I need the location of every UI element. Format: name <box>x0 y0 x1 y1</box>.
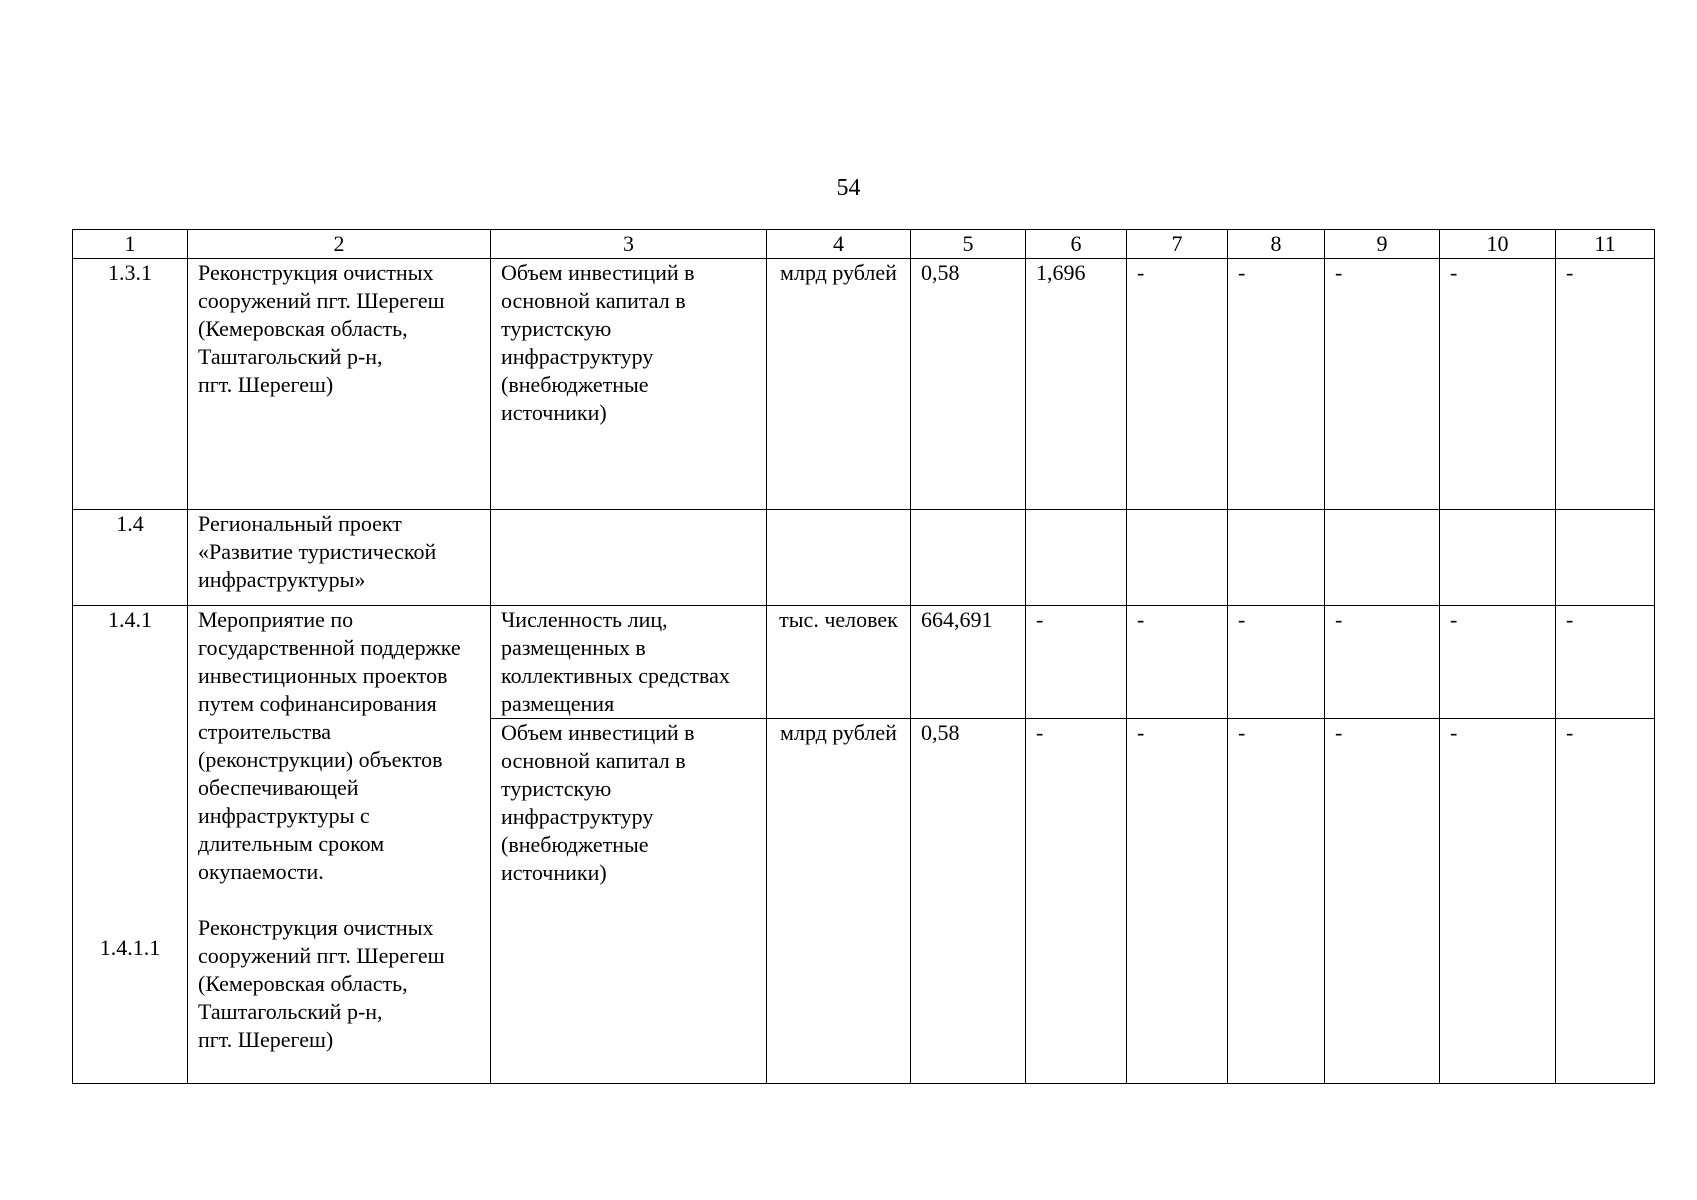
row-name: Мероприятие по государственной поддержке инвестиционных проектов путем софинансирования строительства (реконструкции) объектов обеспечивающей инфраструктуры с длительным сроком окупаемости. <box>198 607 461 884</box>
column-header: 2 <box>188 230 491 259</box>
value-cell: 664,691 <box>911 606 1026 719</box>
empty-cell <box>1026 510 1127 606</box>
value-cell: - <box>1026 719 1127 1084</box>
empty-cell <box>911 510 1026 606</box>
sub-row-number: 1.4.1.1 <box>99 935 161 960</box>
empty-cell <box>1325 510 1440 606</box>
value-cell: - <box>1440 606 1556 719</box>
value-cell: - <box>1228 259 1325 510</box>
row-indicator: Численность лиц, размещенных в коллективных средствах размещения <box>491 606 767 719</box>
value-cell: - <box>1228 606 1325 719</box>
empty-cell <box>1228 510 1325 606</box>
empty-cell <box>767 510 911 606</box>
value-cell: - <box>1127 259 1228 510</box>
column-header: 1 <box>73 230 188 259</box>
sub-row-name: Реконструкция очистных сооружений пгт. Шерегеш (Кемеровская область, Таштагольский р-н, пгт. Шерегеш) <box>198 915 445 1052</box>
value-cell: - <box>1228 719 1325 1084</box>
value-cell: 0,58 <box>911 719 1026 1084</box>
column-header: 6 <box>1026 230 1127 259</box>
value-cell: - <box>1325 259 1440 510</box>
row-indicator: Объем инвестиций в основной капитал в туристскую инфраструктуру (внебюджетные источники) <box>491 719 767 1084</box>
empty-cell <box>1127 510 1228 606</box>
table-row <box>73 510 1655 606</box>
value-cell: - <box>1127 606 1228 719</box>
column-header: 3 <box>491 230 767 259</box>
empty-cell <box>1440 510 1556 606</box>
value-cell: 0,58 <box>911 259 1026 510</box>
row-unit: млрд рублей <box>767 259 911 510</box>
value-cell: - <box>1325 719 1440 1084</box>
table-row <box>73 606 1655 719</box>
table-row <box>73 259 1655 510</box>
value-cell: - <box>1440 259 1556 510</box>
value-cell: - <box>1026 606 1127 719</box>
row-name: Реконструкция очистных сооружений пгт. Шерегеш (Кемеровская область, Таштагольский р-н, пгт. Шерегеш) <box>188 259 491 510</box>
column-header: 9 <box>1325 230 1440 259</box>
column-header: 7 <box>1127 230 1228 259</box>
value-cell: - <box>1325 606 1440 719</box>
column-header: 4 <box>767 230 911 259</box>
column-header: 10 <box>1440 230 1556 259</box>
row-name-cell <box>188 606 491 1084</box>
value-cell: - <box>1556 606 1655 719</box>
value-cell: 1,696 <box>1026 259 1127 510</box>
page-number: 54 <box>836 175 861 201</box>
row-number: 1.3.1 <box>73 259 188 510</box>
column-header: 11 <box>1556 230 1655 259</box>
row-number: 1.4.1 <box>108 607 152 632</box>
column-header: 8 <box>1228 230 1325 259</box>
value-cell: - <box>1556 719 1655 1084</box>
value-cell: - <box>1127 719 1228 1084</box>
row-indicator: Объем инвестиций в основной капитал в туристскую инфраструктуру (внебюджетные источники) <box>491 259 767 510</box>
row-number-cell <box>73 606 188 1084</box>
empty-cell <box>1556 510 1655 606</box>
empty-cell <box>491 510 767 606</box>
value-cell: - <box>1556 259 1655 510</box>
column-header: 5 <box>911 230 1026 259</box>
spacer <box>83 634 177 934</box>
row-unit: тыс. человек <box>767 606 911 719</box>
row-name: Региональный проект «Развитие туристической инфраструктуры» <box>188 510 491 606</box>
row-unit: млрд рублей <box>767 719 911 1084</box>
indicators-table <box>72 229 1655 1084</box>
column-header-row <box>73 230 1655 259</box>
row-number: 1.4 <box>73 510 188 606</box>
value-cell: - <box>1440 719 1556 1084</box>
